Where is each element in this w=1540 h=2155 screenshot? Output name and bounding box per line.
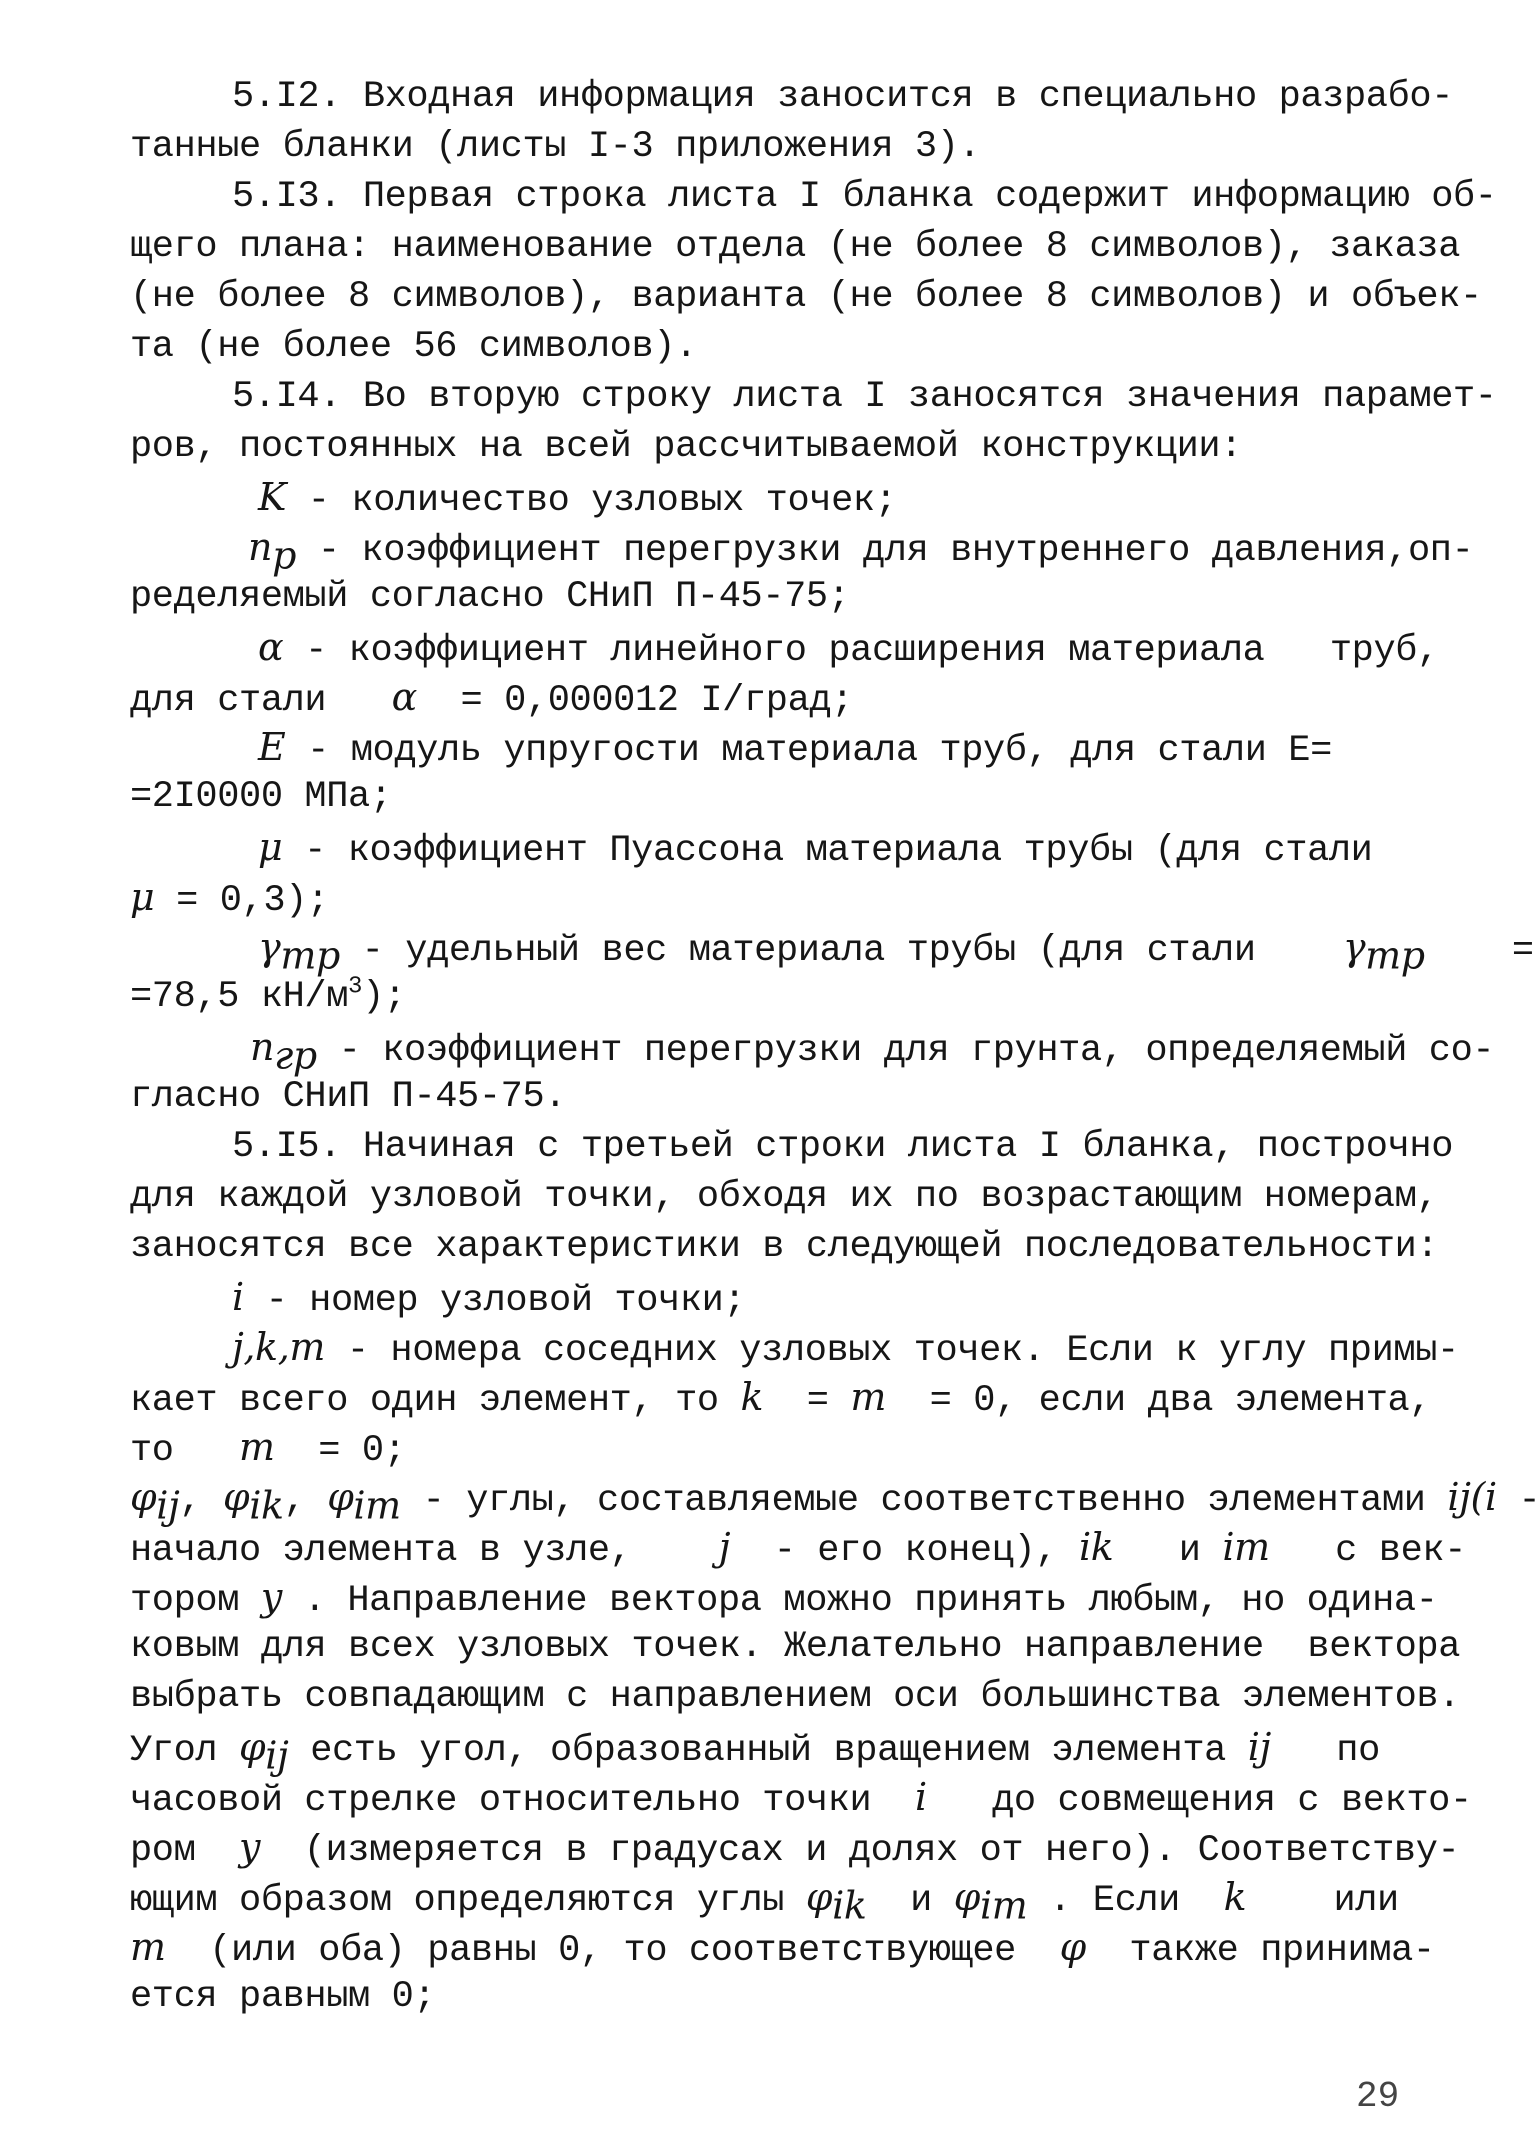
subscript-ij-2: ij — [265, 1733, 289, 1778]
param-mu-cont — [130, 872, 329, 926]
jkm-c1-c: = 0, если два элемента, — [886, 1380, 1432, 1422]
symbol-phi-2: φ — [222, 1475, 250, 1519]
p6-a: Угол — [130, 1730, 240, 1772]
phi-line-10 — [130, 1922, 1435, 1976]
param-ngr — [250, 1022, 1494, 1076]
symbol-k-3: k — [1223, 1875, 1247, 1919]
param-ngr-cont: гласно СНиП П-45-75. — [130, 1076, 567, 1118]
page-number: 29 — [1356, 2076, 1400, 2117]
item-phi: $\varphi_{ij}$, $\varphi_{ik}$, $\varphi_{im}$ - углы, составляемые соответственно элементами ij(i - — [130, 1475, 1540, 1528]
s512-line-2: танные бланки (листы I-3 приложения 3). — [130, 126, 981, 168]
param-k — [258, 472, 897, 526]
s513-line-1: 5.I3. Первая строка листа I бланка содержит информацию об- — [232, 176, 1497, 218]
p2-c: и — [1113, 1530, 1223, 1572]
s514-line-1: 5.I4. Во вторую строку листа I заносятся значения парамет- — [232, 376, 1497, 418]
p6-c: по — [1270, 1730, 1380, 1772]
symbol-phi-7: φ — [1059, 1925, 1086, 1969]
phi-line-7 — [130, 1772, 1472, 1826]
s513-line-2: щего плана: наименование отдела (не более 8 символов), заказа — [130, 226, 1461, 268]
symbol-phi-1: φ — [130, 1475, 157, 1519]
subscript-p: p — [272, 533, 297, 578]
symbol-n: n — [248, 525, 273, 569]
param-np — [248, 522, 1473, 576]
symbol-i-paren: (i — [1470, 1475, 1497, 1519]
symbol-mu-2: μ — [130, 875, 155, 919]
symbol-phi-4: φ — [239, 1725, 266, 1769]
subscript-ik-2: ik — [832, 1883, 867, 1928]
s514-line-2: ров, постоянных на всей рассчитываемой конструкции: — [130, 426, 1242, 468]
subscript-tr-2: тр — [1365, 933, 1425, 978]
alpha-cont-b: = 0,000012 I/град; — [416, 680, 853, 722]
p3-b: . Направление вектора можно принять любым, но одина- — [281, 1580, 1438, 1622]
p6-b: есть угол, образованный вращением элемента — [288, 1730, 1248, 1772]
s515-line-3-a: заносятся все характеристики в следующей последовател — [130, 1226, 1286, 1268]
symbol-ik: ik — [1078, 1525, 1114, 1569]
phi-line-4: ковым для всех узловых точек. Желательно направление вектора — [130, 1626, 1461, 1668]
mu-cont: = 0,3); — [154, 880, 329, 922]
s513-line-3: (не более 8 символов), варианта (не более 8 символов) и объек- — [130, 276, 1482, 318]
p9-b: и — [866, 1880, 954, 1922]
param-e-text: - модуль упругости материала труб, для стали E= — [285, 730, 1332, 772]
p3-a: тором — [130, 1580, 261, 1622]
p8-a: ром — [130, 1830, 240, 1872]
phi-line-11: ется равным 0; — [130, 1976, 436, 2018]
p10-a: (или оба) равны 0, то соответствующее — [165, 1930, 1060, 1972]
item-jkm-text: - номера соседних узловых точек. Если к углу примы- — [325, 1330, 1459, 1372]
symbol-mu: μ — [258, 825, 283, 869]
symbol-phi-3: φ — [327, 1475, 354, 1519]
symbol-j: j — [718, 1525, 731, 1569]
param-alpha-text: - коэффициент линейного расширения материала труб, — [283, 630, 1439, 672]
phi-line-2 — [130, 1522, 1466, 1576]
alpha-cont-a: для стали — [130, 680, 392, 722]
p9-d: или — [1246, 1880, 1399, 1922]
gamma-eq: = — [1424, 930, 1534, 972]
p10-b: также принима- — [1085, 1930, 1435, 1972]
param-gamma-text: - удельный вес материала трубы (для стали — [339, 930, 1343, 972]
s515-line-2: для каждой узловой точки, обходя их по возрастающим номерам, — [130, 1176, 1439, 1218]
p9-a: ющим образом определяются углы — [130, 1880, 806, 1922]
phi-line-8 — [130, 1822, 1459, 1876]
symbol-phi-5: φ — [805, 1875, 833, 1919]
p2-b: - его конец), — [730, 1530, 1079, 1572]
subscript-im: im — [353, 1483, 401, 1528]
symbol-ij-2: ij — [1247, 1725, 1271, 1769]
jkm-c1-a: кает всего один элемент, то — [130, 1380, 741, 1422]
symbol-im: im — [1222, 1525, 1270, 1569]
item-jkm-cont-1 — [130, 1372, 1431, 1426]
s513-line-4: та (не более 56 символов). — [130, 326, 697, 368]
s515-line-1: 5.I5. Начиная с третьей строки листа I бланка, построчно — [232, 1126, 1454, 1168]
subscript-gr: гр — [274, 1033, 317, 1078]
p2-a: начало элемента в узле, — [130, 1530, 719, 1572]
item-jkm — [232, 1322, 1459, 1376]
symbol-jkm: j,k,m — [232, 1325, 326, 1369]
symbol-i-2: i — [914, 1775, 927, 1819]
superscript-3: 3 — [348, 973, 363, 1001]
p8-b: (измеряется в градусах и долях от него). Соответству- — [260, 1830, 1460, 1872]
phi-line-3 — [130, 1572, 1438, 1626]
subscript-ik: ik — [249, 1483, 284, 1528]
symbol-gamma-2: γ — [1342, 925, 1366, 969]
s512-line-1: 5.I2. Входная информация заносится в специально разрабо- — [232, 76, 1454, 118]
item-phi-dash: - — [1496, 1480, 1540, 1522]
p7-a: часовой стрелке относительно точки — [130, 1780, 915, 1822]
subscript-ij: ij — [156, 1483, 180, 1528]
s515-line-3-b: ьности: — [1285, 1226, 1439, 1268]
symbol-k-2: k — [740, 1375, 764, 1419]
jkm-c2-a: то — [130, 1430, 240, 1472]
phi-line-5: выбрать совпадающим с направлением оси большинства элементов. — [130, 1676, 1461, 1718]
symbol-i: i — [232, 1275, 244, 1319]
symbol-n-2: n — [250, 1025, 275, 1069]
param-gamma-cont — [130, 972, 406, 1022]
param-np-text: - коэффициент перегрузки для внутреннего давления,оп- — [296, 530, 1474, 572]
symbol-y: y — [260, 1575, 282, 1619]
symbol-alpha-2: α — [391, 675, 417, 719]
symbol-gamma: γ — [258, 925, 281, 969]
param-mu — [258, 822, 1372, 876]
symbol-e: E — [258, 725, 286, 769]
item-phi-text: - углы, составляемые соответственно элементами — [400, 1480, 1448, 1522]
param-e-cont: =2I0000 МПа; — [130, 776, 392, 818]
p9-c: . Если — [1027, 1880, 1224, 1922]
param-gamma — [258, 922, 1534, 976]
param-alpha-cont — [130, 672, 853, 726]
symbol-ij: ij — [1447, 1475, 1471, 1519]
symbol-k: K — [258, 475, 286, 519]
phi-line-6 — [130, 1722, 1380, 1776]
param-np-cont: ределяемый согласно СНиП П-45-75; — [130, 576, 850, 618]
jkm-c2-b: = 0; — [274, 1430, 406, 1472]
subscript-im-2: im — [979, 1883, 1028, 1928]
symbol-m-2: m — [239, 1425, 275, 1469]
param-mu-text: - коэффициент Пуассона материала трубы (для стали — [282, 830, 1373, 872]
symbol-y-2: y — [239, 1825, 261, 1869]
param-k-text: - количество узловых точек; — [286, 480, 897, 522]
item-jkm-cont-2 — [130, 1422, 406, 1476]
gamma-end: ); — [362, 976, 406, 1018]
jkm-c1-b: = — [763, 1380, 851, 1422]
item-i — [232, 1272, 745, 1326]
gamma-cont: =78,5 кН/м — [130, 976, 349, 1018]
p7-b: до совмещения с векто- — [926, 1780, 1472, 1822]
s515-line-3 — [130, 1222, 1438, 1272]
subscript-tr: тр — [280, 933, 340, 978]
symbol-alpha: α — [258, 625, 284, 669]
phi-line-9 — [130, 1872, 1399, 1926]
p2-d: с век- — [1269, 1530, 1466, 1572]
symbol-m-3: m — [130, 1925, 166, 1969]
item-i-text: - номер узловой точки; — [243, 1280, 746, 1322]
param-ngr-text: - коэффициент перегрузки для грунта, определяемый со- — [316, 1030, 1495, 1072]
symbol-m: m — [850, 1375, 887, 1419]
param-e — [258, 722, 1332, 776]
param-alpha — [258, 622, 1439, 676]
symbol-phi-6: φ — [953, 1875, 980, 1919]
